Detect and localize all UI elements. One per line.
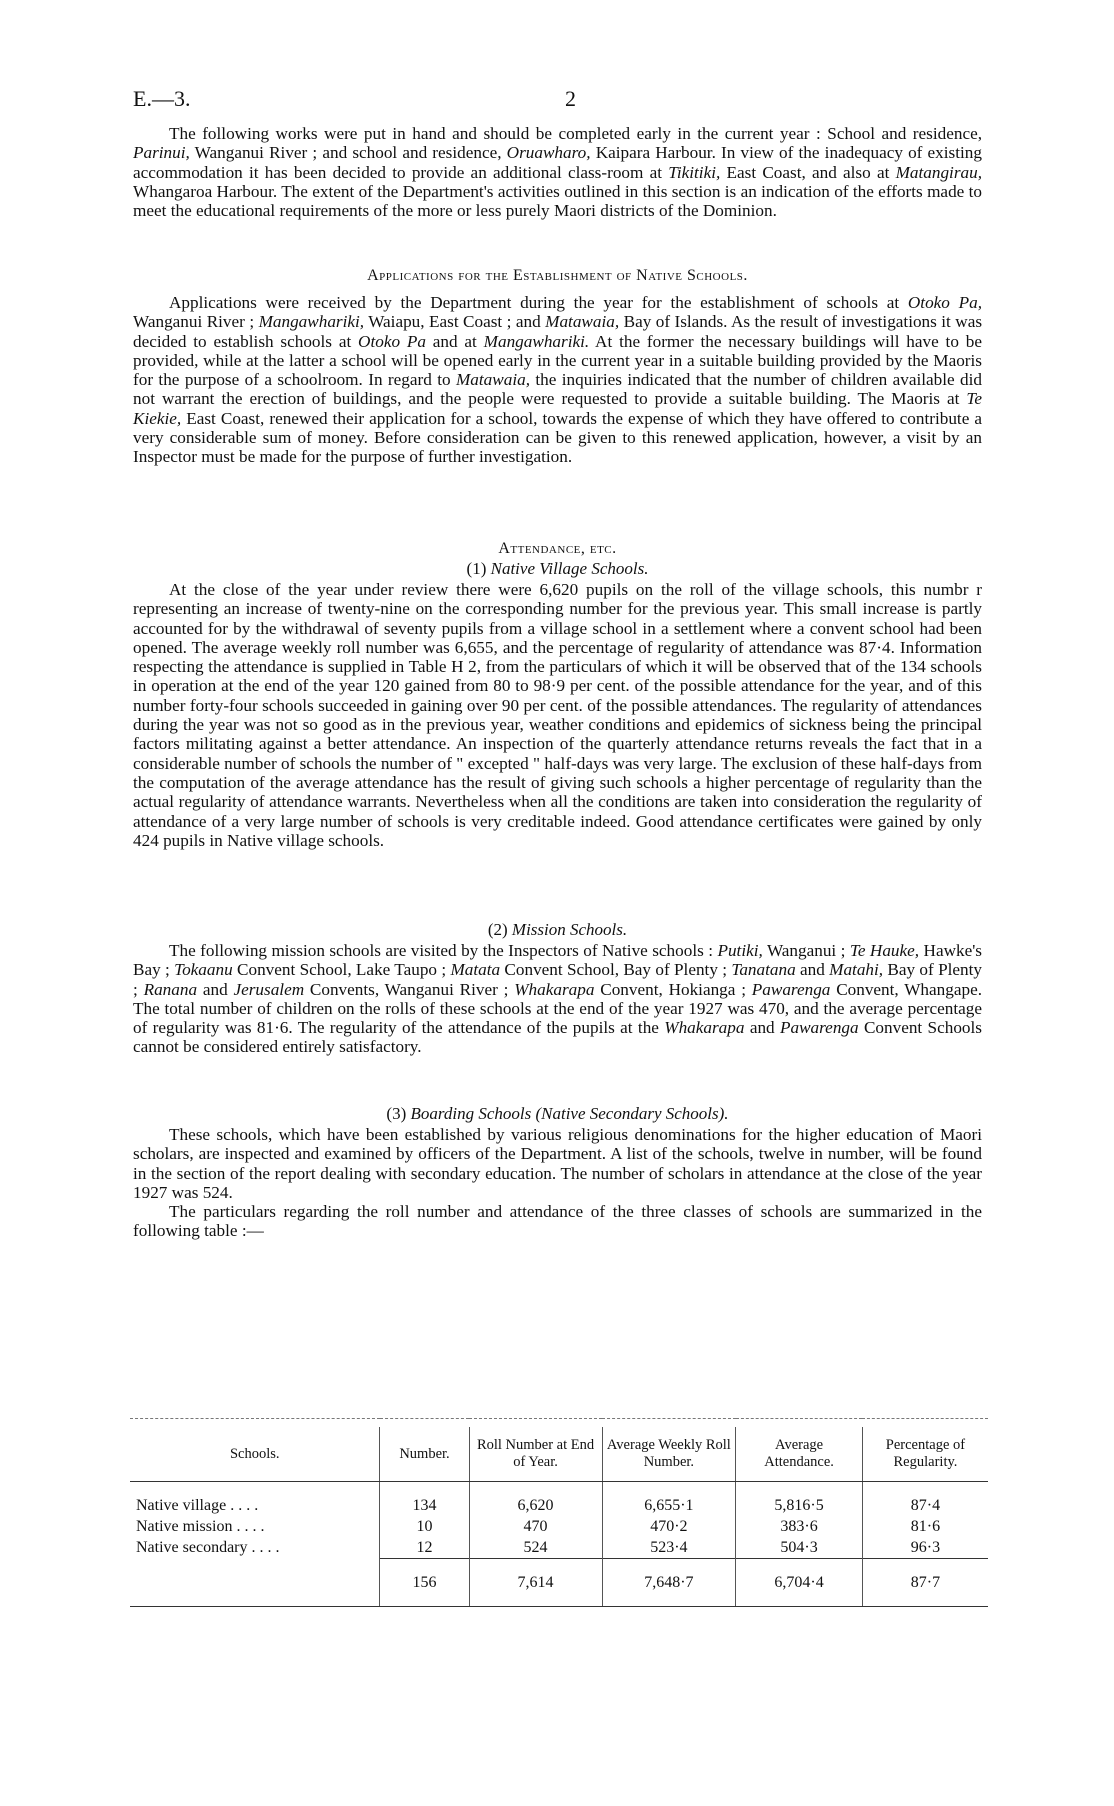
boarding-heading-text: Boarding Schools (Native Secondary Schools). [410, 1104, 729, 1123]
row-avg-weekly: 523·4 [602, 1537, 736, 1559]
applications-heading-text: Applications for the Establishment of Native Schools. [367, 267, 748, 284]
total-roll: 7,614 [469, 1559, 602, 1607]
attendance-heading [133, 538, 982, 558]
row-roll: 6,620 [469, 1482, 602, 1517]
text-run: The following mission schools are visited by the Inspectors of Native schools : [169, 941, 718, 960]
applications-heading [133, 265, 982, 285]
italic-place-name: Te Kiekie, [133, 389, 982, 428]
boarding-text-1: These schools, which have been established by various religious denominations for the higher education of Maori scholars, are inspected and examined by officers of the Department. A list of the schools, twelve in number, will be found in the section of the report dealing with secondary education. The number of scholars in attendance at the close of the year 1927 was 524. [133, 1125, 982, 1202]
boarding-text-2: The particulars regarding the roll number and attendance of the three classes of schools are summarized in the following table :— [133, 1202, 982, 1241]
village-schools-paragraph [133, 580, 982, 850]
village-heading-text: Native Village Schools. [490, 559, 649, 578]
total-label-cell [130, 1559, 380, 1607]
text-run: and [795, 960, 830, 980]
row-school-name: Native mission . . . . [136, 1518, 265, 1535]
italic-place-name: Whakarapa [514, 979, 595, 999]
text-run: Convents, Wanganui River ; [304, 979, 515, 999]
header-average-weekly: Average Weekly Roll Number. [602, 1427, 736, 1482]
text-run: and [744, 1018, 780, 1038]
text-run: Waiapu, East Coast ; and [364, 312, 546, 332]
italic-place-name: Parinui, [133, 143, 190, 163]
village-schools-text [133, 580, 982, 850]
text-run: Whangaroa Harbour. The extent of the Department's activities outlined in this section is an indication of the efforts made to meet the educational requirements of the more or less purely Maori districts of the Dominion. [133, 181, 982, 221]
intro-text [133, 124, 982, 220]
text-run: Convent School, Lake Taupo ; [232, 960, 451, 980]
table-top-rule [130, 1419, 988, 1428]
attendance-summary-table [130, 1418, 988, 1607]
applications-text [133, 293, 982, 467]
total-avg-weekly: 7,648·7 [602, 1559, 736, 1607]
row-avg-weekly: 470·2 [602, 1516, 736, 1537]
text-run: Wanganui River ; [133, 312, 259, 332]
village-schools-heading [133, 559, 982, 579]
page-number: 2 [565, 86, 576, 111]
row-avg-weekly: 6,655·1 [602, 1482, 736, 1517]
total-attendance: 6,704·4 [736, 1559, 863, 1607]
mission-schools-text [133, 941, 982, 1057]
row-attendance: 5,816·5 [736, 1482, 863, 1517]
mission-heading-text: Mission Schools. [511, 920, 628, 939]
intro-paragraph [133, 124, 982, 220]
row-school-name: Native village . . . . [136, 1497, 259, 1514]
italic-place-name: Otoko Pa [358, 331, 426, 351]
applications-paragraph [133, 293, 982, 467]
row-roll: 524 [469, 1537, 602, 1559]
total-number: 156 [380, 1559, 469, 1607]
text-run: Convent School, Bay of Plenty ; [500, 960, 732, 980]
text-run: Applications were received by the Department during the year for the establishment of schools at [169, 293, 908, 312]
text-run: Wanganui River ; and school and residence, [189, 143, 507, 163]
total-regularity: 87·7 [862, 1559, 988, 1607]
row-school-name: Native secondary . . . . [136, 1539, 280, 1557]
boarding-schools-heading [133, 1104, 982, 1124]
row-number: 134 [380, 1482, 469, 1517]
text-run: and [197, 979, 234, 999]
header-number: Number. [380, 1427, 469, 1482]
text-run: Hawke's Bay ; [133, 941, 982, 980]
row-regularity: 87·4 [862, 1482, 988, 1517]
table-row [130, 1537, 988, 1559]
header-regularity: Percentage of Regularity. [862, 1427, 988, 1482]
italic-place-name: Whakarapa [664, 1018, 745, 1038]
italic-place-name: Jerusalem [233, 979, 305, 999]
boarding-schools-paragraphs [133, 1125, 982, 1241]
italic-place-name: Pawarenga [751, 979, 831, 999]
text-run: Bay of Plenty ; [133, 960, 982, 999]
text-run: Wanganui ; [762, 941, 850, 960]
table-row [130, 1482, 988, 1517]
text-run: Convent, Hokianga ; [594, 979, 752, 999]
row-attendance: 383·6 [736, 1516, 863, 1537]
row-regularity: 81·6 [862, 1516, 988, 1537]
text-run: Convent Schools cannot be considered entirely satisfactory. [133, 1018, 982, 1057]
italic-place-name: Oruawharo, [506, 143, 591, 163]
text-run: At the close of the year under review there were 6,620 pupils on the roll of the village schools, this numbr r representing an increase of twenty-nine on the corresponding number for the previous year. This small increase is partly accounted for by the withdrawal of seventy pupils from a village school in a settlement where a convent school had been opened. The average weekly roll number was 6,655, and the percentage of regularity of attendance was 87·4. Information respecting the attendance is supplied in Table H 2, from the particulars of which it will be observed that of the 134 schools in operation at the end of the year 120 gained from 80 to 98·9 per cent. of the possible attendance for the year, and of this number forty-four schools succeeded in gaining over 90 per cent. of the possible attendances. The regularity of attendances during the year was not so good as in the previous year, weather conditions and epidemics of sickness being the principal factors militating against a better attendance. An inspection of the quarterly attendance returns reveals the fact that in a considerable number of schools the number of " excepted " half-days was very large. The exclusion of these half-days from the computation of the average attendance has the result of giving such schools a higher percentage of regularity than the actual regularity of attendance warrants. Nevertheless when all the conditions are taken into consideration the regularity of attendance of a very large number of schools is very creditable indeed. Good attendance certificates were gained by only 424 pupils in Native village schools. [133, 580, 982, 850]
italic-place-name: Te Hauke, [849, 941, 920, 960]
italic-place-name: Pawarenga [779, 1018, 859, 1038]
text-run: Bay of Islands. As the result of investigations it was decided to establish schools at [133, 312, 983, 351]
header-schools: Schools. [130, 1427, 380, 1482]
row-number: 10 [380, 1516, 469, 1537]
table-row [130, 1516, 988, 1537]
row-roll: 470 [469, 1516, 602, 1537]
italic-place-name: Mangawhariki. [483, 331, 590, 351]
table-header-row [130, 1427, 988, 1482]
row-number: 12 [380, 1537, 469, 1559]
italic-place-name: Matawaia, [545, 312, 620, 332]
text-run: East Coast, and also at [720, 162, 896, 182]
text-run: Kaipara Harbour. In view of the inadequacy of existing accommodation it has been decided to provide an additional class-room at [133, 143, 982, 182]
italic-place-name: Matata [450, 960, 501, 980]
text-run: Convent, Whangape. The total number of children on the rolls of these schools at the end of the year 1927 was 470, and the average percentage of regularity was 81·6. The regularity of the attendance of the pupils at the [133, 979, 982, 1038]
boarding-heading-number: (3) [386, 1104, 407, 1123]
italic-place-name: Putiki, [717, 941, 763, 960]
italic-place-name: Matangirau, [895, 162, 982, 182]
text-run: East Coast, renewed their application for a school, towards the expense of which they have offered to contribute a very considerable sum of money. Before consideration can be given to this renewed application, however, a visit by an Inspector must be made for the purpose of further investigation. [133, 408, 982, 467]
attendance-heading-text: Attendance, etc. [498, 540, 617, 557]
italic-place-name: Mangawhariki, [258, 312, 365, 332]
italic-place-name: Matahi, [829, 960, 884, 980]
italic-place-name: Tikitiki, [668, 162, 721, 182]
text-run: At the former the necessary buildings will have to be provided, while at the latter a school will be opened early in the current year in a suitable building provided by the Maoris for the purpose of a schoolroom. In regard to [133, 331, 982, 390]
italic-place-name: Tanatana [731, 960, 796, 980]
village-heading-number: (1) [466, 559, 487, 578]
mission-schools-paragraph [133, 941, 982, 1057]
mission-heading-number: (2) [487, 920, 508, 939]
italic-place-name: Tokaanu [174, 960, 233, 980]
text-run: and at [425, 331, 484, 351]
header-roll-number: Roll Number at End of Year. [469, 1427, 602, 1482]
italic-place-name: Ranana [143, 979, 198, 999]
text-run: the inquiries indicated that the number of children available did not warrant the erection of buildings, and the people were requested to provide a suitable building. The Maoris at [133, 370, 982, 409]
row-regularity: 96·3 [862, 1537, 988, 1559]
mission-schools-heading [133, 920, 982, 940]
italic-place-name: Otoko Pa, [907, 293, 982, 312]
text-run: The following works were put in hand and should be completed early in the current year : School and residence, [169, 124, 982, 143]
header-average-attendance: Average Attendance. [736, 1427, 863, 1482]
row-attendance: 504·3 [736, 1537, 863, 1559]
table-total-row [130, 1559, 988, 1607]
page-reference: E.—3. [133, 86, 191, 111]
italic-place-name: Matawaia, [455, 370, 530, 390]
